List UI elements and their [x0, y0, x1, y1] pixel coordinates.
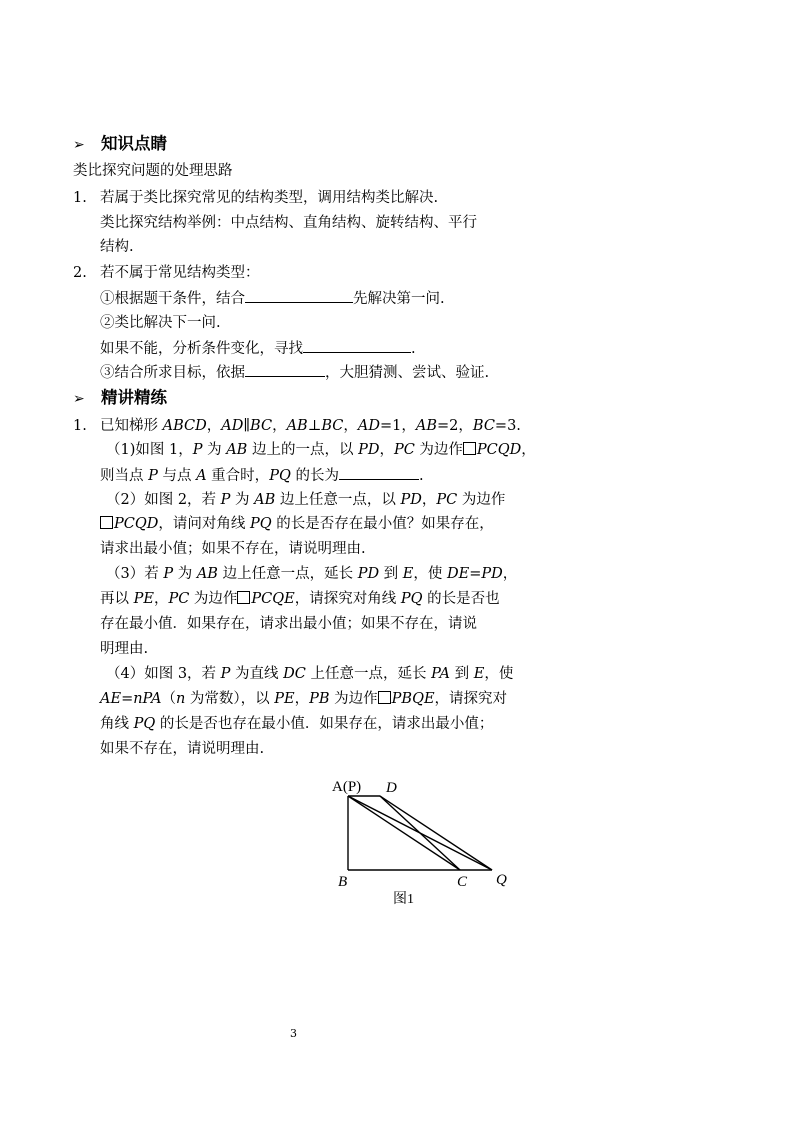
part4-line2: AE=nPA（n 为常数），以 PE，PB 为边作 PBQE，请探究对: [100, 691, 508, 707]
part3-line1: （3）若 P 为 AB 边上任意一点，延长 PD 到 E，使 DE=PD，: [106, 566, 518, 582]
answer-blank[interactable]: [339, 465, 419, 480]
part1-line1: （1)如图 1，P 为 AB 边上的一点，以 PD，PC 为边作 PCQD，: [106, 442, 536, 458]
item-number: 1.: [73, 190, 87, 206]
part1-line2: 则当点 P 与点 A 重合时，PQ 的长为 .: [100, 465, 424, 486]
label-B: B: [338, 874, 348, 890]
figure-caption: 图1: [393, 892, 414, 907]
label-A-P: A(P): [332, 779, 362, 795]
figure-1: [330, 772, 530, 912]
step1-line: ①根据题干条件，结合 先解决第一问.: [100, 288, 445, 309]
label-Q: Q: [496, 872, 507, 888]
step2b-line: 如果不能，分析条件变化，寻找 .: [100, 338, 416, 359]
label-C: C: [457, 874, 468, 890]
part3-line4: 明理由.: [100, 641, 149, 657]
part2-line1: （2）如图 2，若 P 为 AB 边上任意一点，以 PD，PC 为边作: [106, 492, 506, 508]
part4-line1: （4）如图 3，若 P 为直线 DC 上任意一点，延长 PA 到 E，使: [106, 666, 514, 682]
item2-text: 若不属于常见结构类型：: [100, 265, 260, 281]
step3-line: ③结合所求目标，依据 ，大胆猜测、尝试、验证.: [100, 362, 489, 383]
label-D: D: [386, 780, 397, 796]
section-heading-practice: [73, 387, 167, 410]
item1-sub-line2: 结构.: [100, 239, 134, 255]
item1-sub-line1: 类比探究结构举例：中点结构、直角结构、旋转结构、平行: [100, 215, 477, 231]
parallelogram-symbol-icon: [378, 691, 391, 704]
answer-blank[interactable]: [303, 338, 411, 353]
parallelogram-symbol-icon: [463, 442, 476, 455]
section-title: 知识点睛: [101, 134, 167, 153]
answer-blank[interactable]: [245, 288, 353, 303]
step2-line: ②类比解决下一问.: [100, 315, 221, 331]
part2-line2: PCQD，请问对角线 PQ 的长是否存在最小值？如果存在，: [100, 514, 494, 534]
page-number: 3: [290, 1027, 297, 1040]
section-heading-knowledge: [73, 133, 167, 156]
parallelogram-symbol-icon: [237, 591, 250, 604]
intro-text: 类比探究问题的处理思路: [73, 163, 233, 179]
section-title: 精讲精练: [101, 388, 167, 407]
item1-text: 若属于类比探究常见的结构类型，调用结构类比解决.: [100, 190, 439, 206]
part2-line3: 请求出最小值；如果不存在，请说明理由.: [100, 541, 366, 557]
part4-line4: 如果不存在，请说明理由.: [100, 741, 265, 757]
segment-DQ: [380, 796, 492, 870]
item-number: 2.: [73, 265, 87, 281]
problem-number: 1.: [73, 418, 87, 434]
segment-PQ: [348, 796, 492, 870]
part3-line3: 存在最小值．如果存在，请求出最小值；如果不存在，请说: [100, 616, 477, 632]
answer-blank[interactable]: [245, 362, 325, 377]
problem-stem: 已知梯形 ABCD，AD∥BC，AB⊥BC，AD=1，AB=2，BC=3.: [100, 418, 521, 434]
arrow-bullet-icon: ➢: [73, 391, 85, 407]
arrow-bullet-icon: ➢: [73, 137, 85, 153]
part3-line2: 再以 PE，PC 为边作 PCQE，请探究对角线 PQ 的长是否也: [100, 591, 500, 607]
part4-line3: 角线 PQ 的长是否也存在最小值．如果存在，请求出最小值；: [100, 716, 494, 732]
segment-PC: [348, 796, 460, 870]
parallelogram-symbol-icon: [100, 516, 113, 529]
